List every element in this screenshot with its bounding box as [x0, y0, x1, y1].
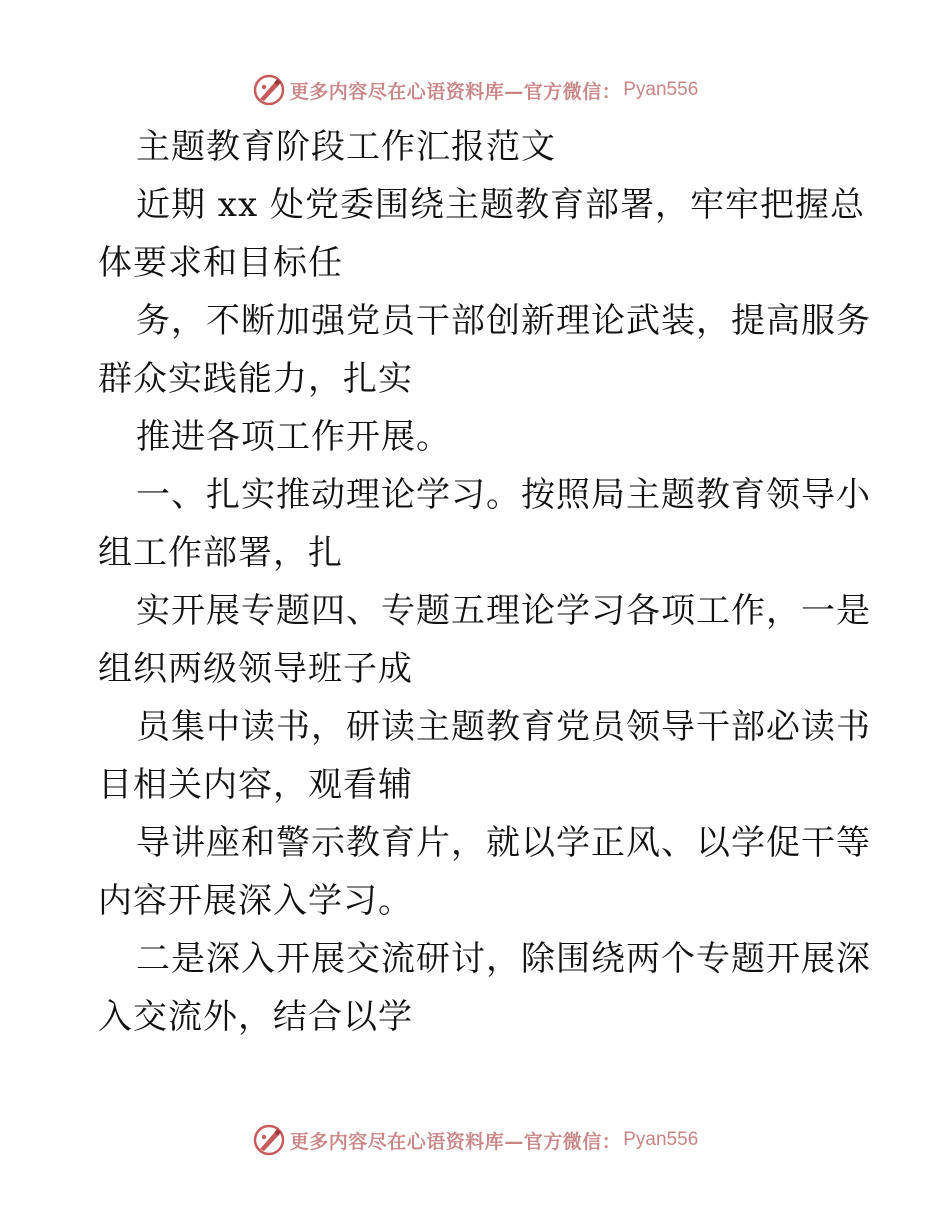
- paragraph-line: 组织两级领导班子成: [98, 649, 413, 689]
- pen-logo-icon: [252, 73, 286, 107]
- paragraph-line: 二是深入开展交流研讨，除围绕两个专题开展深: [136, 939, 871, 979]
- header-watermark-banner: [0, 70, 950, 110]
- paragraph-line: 实开展专题四、专题五理论学习各项工作，一是: [136, 591, 871, 631]
- paragraph-line: 群众实践能力，扎实: [98, 359, 413, 399]
- paragraph-line: 推进各项工作开展。: [136, 417, 451, 457]
- document-title: 主题教育阶段工作汇报范文: [136, 127, 556, 167]
- header-banner-contact: Pyan556: [623, 79, 699, 100]
- paragraph-line: 一、扎实推动理论学习。按照局主题教育领导小: [136, 475, 871, 515]
- footer-watermark-banner: [0, 1120, 950, 1160]
- paragraph-line: 体要求和目标任: [98, 243, 343, 283]
- paragraph-line: 近期 xx 处党委围绕主题教育部署，牢牢把握总: [136, 185, 865, 225]
- header-banner-text: 更多内容尽在心语资料库—官方微信：: [289, 80, 622, 103]
- footer-banner-contact: Pyan556: [623, 1129, 699, 1150]
- paragraph-line: 组工作部署，扎: [98, 533, 343, 573]
- footer-banner-text: 更多内容尽在心语资料库—官方微信：: [289, 1130, 622, 1153]
- paragraph-line: 目相关内容，观看辅: [98, 765, 413, 805]
- document-body: [98, 118, 871, 1046]
- paragraph-line: 导讲座和警示教育片，就以学正风、以学促干等: [136, 823, 871, 863]
- paragraph-line: 内容开展深入学习。: [98, 881, 413, 921]
- pen-logo-icon: [252, 1123, 286, 1157]
- paragraph-line: 务，不断加强党员干部创新理论武装，提高服务: [136, 301, 871, 341]
- paragraph-line: 员集中读书，研读主题教育党员领导干部必读书: [136, 707, 871, 747]
- paragraph-line: 入交流外，结合以学: [98, 997, 413, 1037]
